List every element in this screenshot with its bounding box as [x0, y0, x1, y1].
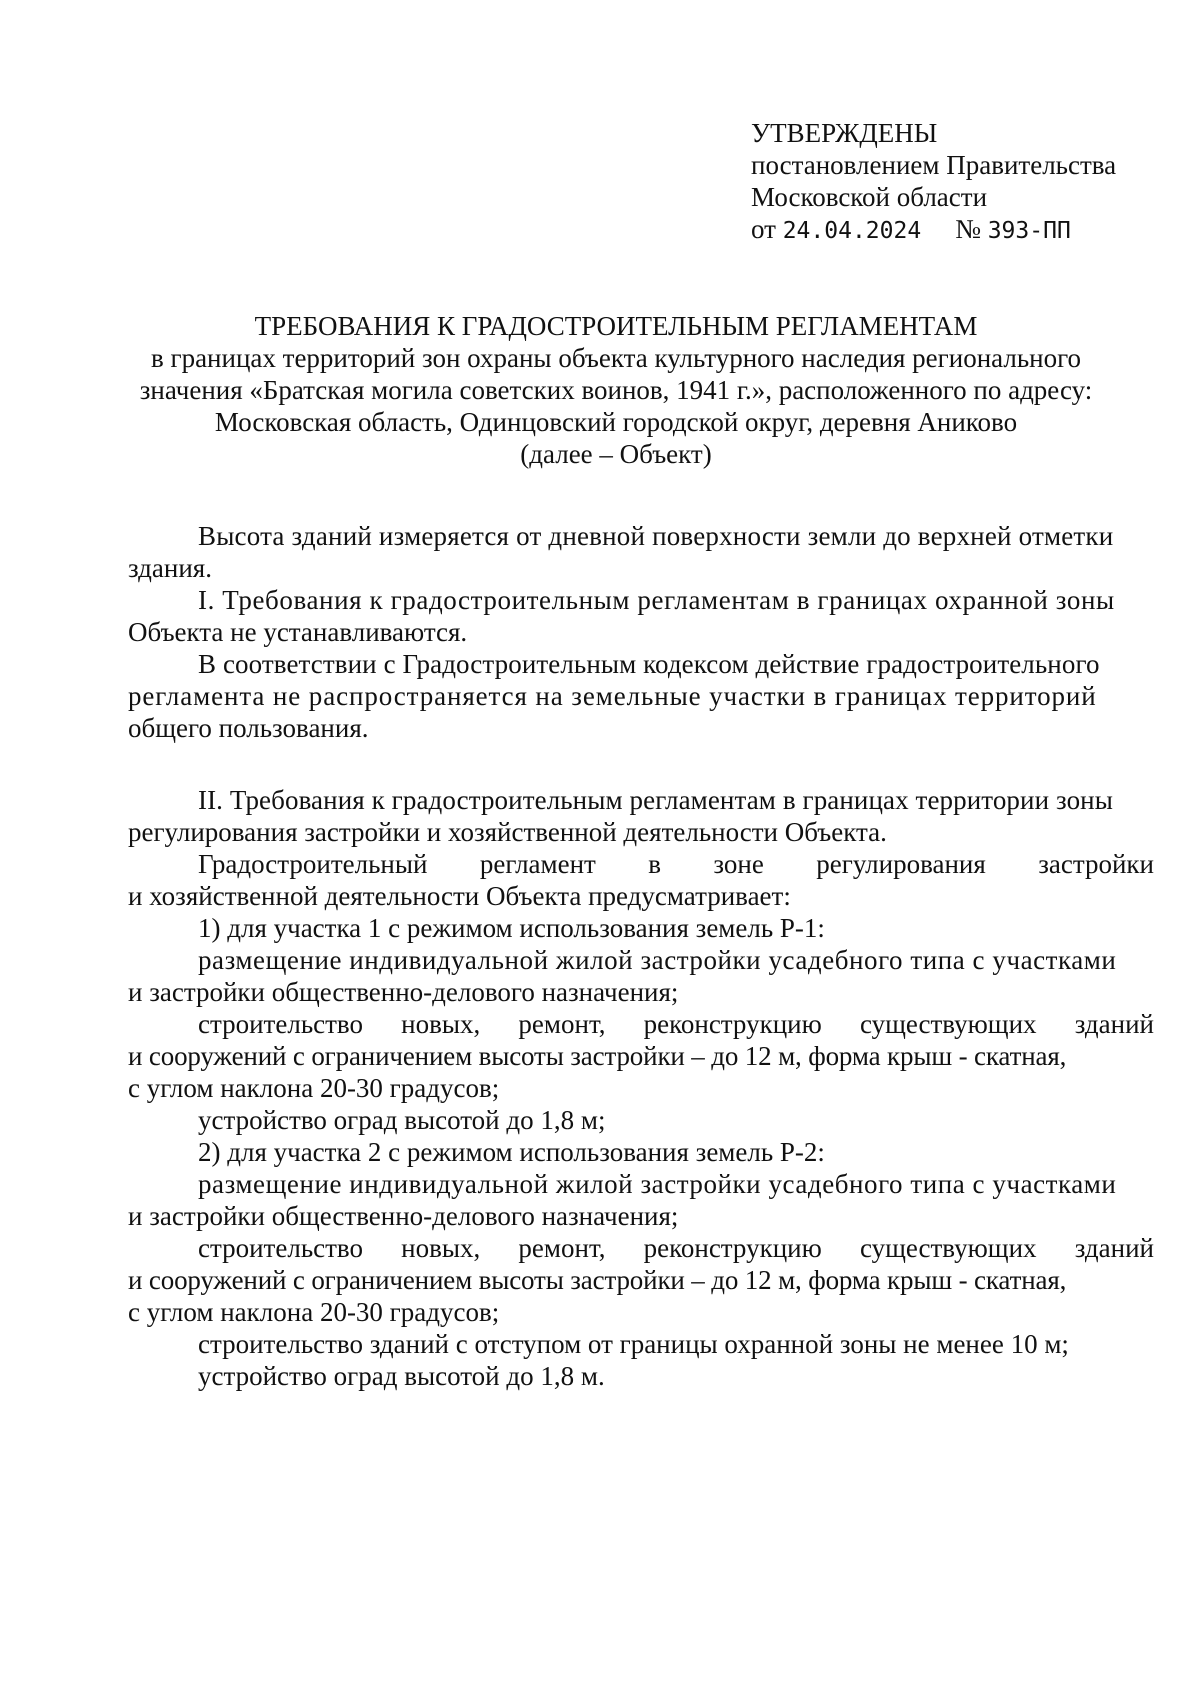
item-1-b-line-2: и сооружений с ограничением высоты застройки – до 12 м, форма крыш - скатная,	[128, 1041, 1067, 1071]
number-prefix: №	[955, 214, 981, 244]
title-line-4: Московская область, Одинцовский городской округ, деревня Аниково	[214, 407, 1018, 437]
word: ремонт,	[518, 1009, 606, 1039]
approval-date: 24.04.2024	[782, 218, 922, 244]
word: Градостроительный	[198, 849, 428, 879]
word: ремонт,	[518, 1233, 606, 1263]
section-1-line-1: I. Требования к градостроительным регламентам в границах охранной зоны	[198, 585, 1115, 615]
word: существующих	[859, 1233, 1037, 1263]
section-intro	[128, 520, 1154, 744]
section-2b-line-2: и хозяйственной деятельности Объекта предусматривает:	[128, 881, 791, 911]
word: зданий	[1074, 1233, 1154, 1263]
document-title	[120, 310, 1112, 470]
section-1b-line-3: общего пользования.	[128, 713, 369, 743]
word: строительство	[198, 1009, 363, 1039]
word: реконструкцию	[643, 1009, 822, 1039]
approval-heading: УТВЕРЖДЕНЫ	[751, 118, 938, 148]
item-1-b-line-1	[128, 1008, 1154, 1040]
approval-stamp	[751, 117, 1116, 247]
item-2-d: устройство оград высотой до 1,8 м.	[198, 1361, 605, 1391]
item-1-a-line-1: размещение индивидуальной жилой застройки усадебного типа с участками	[198, 945, 1117, 975]
title-heading: ТРЕБОВАНИЯ К ГРАДОСТРОИТЕЛЬНЫМ РЕГЛАМЕНТАМ	[254, 311, 978, 341]
item-1-c: устройство оград высотой до 1,8 м;	[198, 1105, 606, 1135]
word: в	[648, 849, 662, 879]
item-2-b-line-3: с углом наклона 20-30 градусов;	[128, 1297, 500, 1327]
word: реконструкцию	[643, 1233, 822, 1263]
approval-issuer: постановлением Правительства	[751, 150, 1117, 180]
section-2-line-1: II. Требования к градостроительным регламентам в границах территории зоны	[198, 785, 1113, 815]
section-1b-line-2: регламента не распространяется на земельные участки в границах территорий	[128, 681, 1097, 711]
item-2-a-line-1: размещение индивидуальной жилой застройки усадебного типа с участками	[198, 1169, 1117, 1199]
word: зоне	[713, 849, 764, 879]
approval-region: Московской области	[751, 182, 988, 212]
approval-number: 393-ПП	[987, 218, 1071, 244]
section-2	[128, 784, 1154, 1392]
item-2-b-line-2: и сооружений с ограничением высоты застройки – до 12 м, форма крыш - скатная,	[128, 1265, 1067, 1295]
word: зданий	[1074, 1009, 1154, 1039]
word: существующих	[859, 1009, 1037, 1039]
word: новых,	[401, 1233, 481, 1263]
item-2-c: строительство зданий с отступом от границы охранной зоны не менее 10 м;	[198, 1329, 1069, 1359]
approval-date-line	[751, 213, 1116, 247]
word: строительство	[198, 1233, 363, 1263]
item-1-title: 1) для участка 1 с режимом использования земель Р-1:	[198, 913, 825, 943]
word: регламент	[479, 849, 596, 879]
item-2-b-line-1	[128, 1232, 1154, 1264]
title-line-5: (далее – Объект)	[520, 439, 712, 469]
date-prefix: от	[751, 214, 776, 244]
intro-line-1: Высота зданий измеряется от дневной поверхности земли до верхней отметки	[198, 521, 1114, 551]
title-line-3: значения «Братская могила советских воинов, 1941 г.», расположенного по адресу:	[139, 375, 1093, 405]
word: новых,	[401, 1009, 481, 1039]
intro-line-2: здания.	[128, 553, 212, 583]
section-2-line-2: регулирования застройки и хозяйственной деятельности Объекта.	[128, 817, 887, 847]
section-1b-line-1: В соответствии с Градостроительным кодексом действие градостроительного	[198, 649, 1100, 679]
title-line-2: в границах территорий зон охраны объекта культурного наследия регионального	[151, 343, 1081, 373]
section-2b-line-1	[128, 848, 1154, 880]
section-1-line-2: Объекта не устанавливаются.	[128, 617, 468, 647]
word: застройки	[1038, 849, 1154, 879]
item-2-title: 2) для участка 2 с режимом использования земель Р-2:	[198, 1137, 825, 1167]
word: регулирования	[816, 849, 986, 879]
item-1-a-line-2: и застройки общественно-делового назначения;	[128, 977, 679, 1007]
item-1-b-line-3: с углом наклона 20-30 градусов;	[128, 1073, 500, 1103]
item-2-a-line-2: и застройки общественно-делового назначения;	[128, 1201, 679, 1231]
